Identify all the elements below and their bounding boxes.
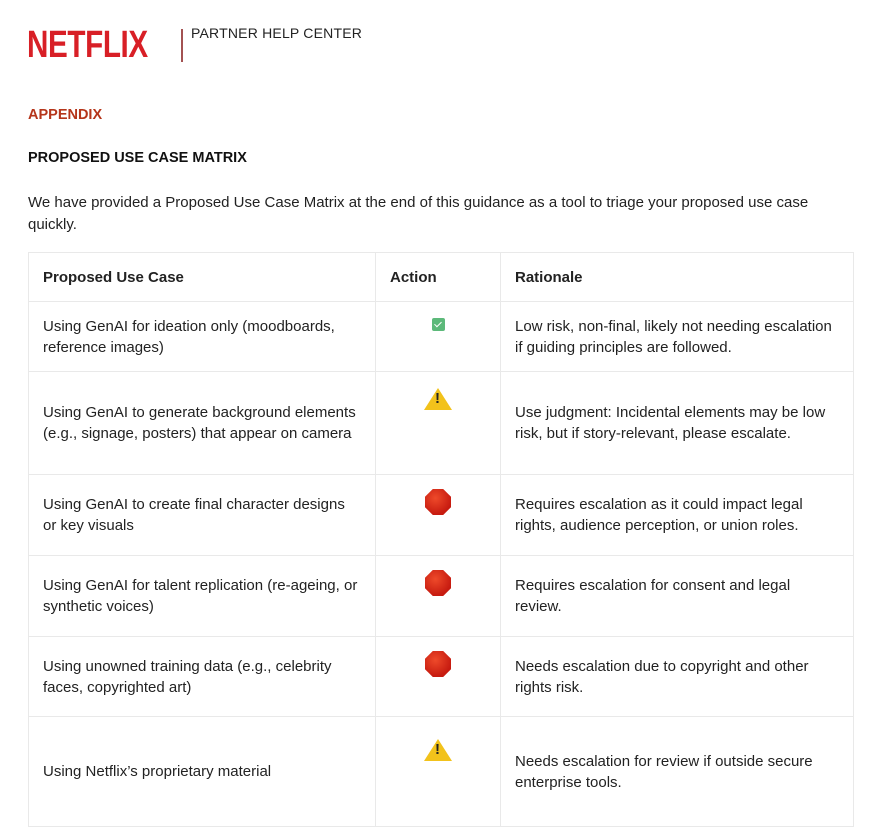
warning-icon [424, 739, 452, 761]
table-row [29, 556, 854, 637]
section-title: PROPOSED USE CASE MATRIX [28, 150, 247, 166]
action-cell [376, 372, 501, 475]
table-row [29, 372, 854, 475]
column-header-action: Action [376, 253, 501, 302]
use-case-cell: Using Netflix’s proprietary material [29, 717, 376, 827]
use-case-cell: Using GenAI to create final character designs or key visuals [29, 475, 376, 556]
page-header [0, 0, 881, 90]
action-cell [376, 556, 501, 637]
intro-paragraph: We have provided a Proposed Use Case Matrix at the end of this guidance as a tool to triage your proposed use case quickly. [28, 194, 809, 233]
rationale-cell: Use judgment: Incidental elements may be low risk, but if story-relevant, please escalate. [501, 372, 854, 475]
rationale-cell: Requires escalation as it could impact legal rights, audience perception, or union roles. [501, 475, 854, 556]
column-header-use-case: Proposed Use Case [29, 253, 376, 302]
use-case-cell: Using unowned training data (e.g., celebrity faces, copyrighted art) [29, 637, 376, 717]
section-label: APPENDIX [28, 107, 103, 123]
rationale-cell: Needs escalation for review if outside secure enterprise tools. [501, 717, 854, 827]
table-row [29, 302, 854, 372]
stop-icon [425, 651, 451, 677]
use-case-cell: Using GenAI to generate background elements (e.g., signage, posters) that appear on camera [29, 372, 376, 475]
table-row [29, 717, 854, 827]
check-icon [432, 318, 445, 331]
column-header-rationale: Rationale [501, 253, 854, 302]
table-row [29, 637, 854, 717]
use-case-cell: Using GenAI for talent replication (re-ageing, or synthetic voices) [29, 556, 376, 637]
action-cell [376, 475, 501, 556]
rationale-cell: Low risk, non-final, likely not needing escalation if guiding principles are followed. [501, 302, 854, 372]
warning-icon [424, 388, 452, 410]
action-cell [376, 302, 501, 372]
use-case-cell: Using GenAI for ideation only (moodboards, reference images) [29, 302, 376, 372]
use-case-matrix-table [28, 252, 854, 827]
rationale-cell: Requires escalation for consent and legal review. [501, 556, 854, 637]
stop-icon [425, 570, 451, 596]
site-title[interactable]: PARTNER HELP CENTER [191, 25, 363, 41]
table-header-row [29, 253, 854, 302]
table-row [29, 475, 854, 556]
stop-icon [425, 489, 451, 515]
header-divider [181, 29, 183, 62]
action-cell [376, 637, 501, 717]
netflix-logo[interactable]: NETFLIX [27, 24, 148, 66]
action-cell [376, 717, 501, 827]
rationale-cell: Needs escalation due to copyright and other rights risk. [501, 637, 854, 717]
